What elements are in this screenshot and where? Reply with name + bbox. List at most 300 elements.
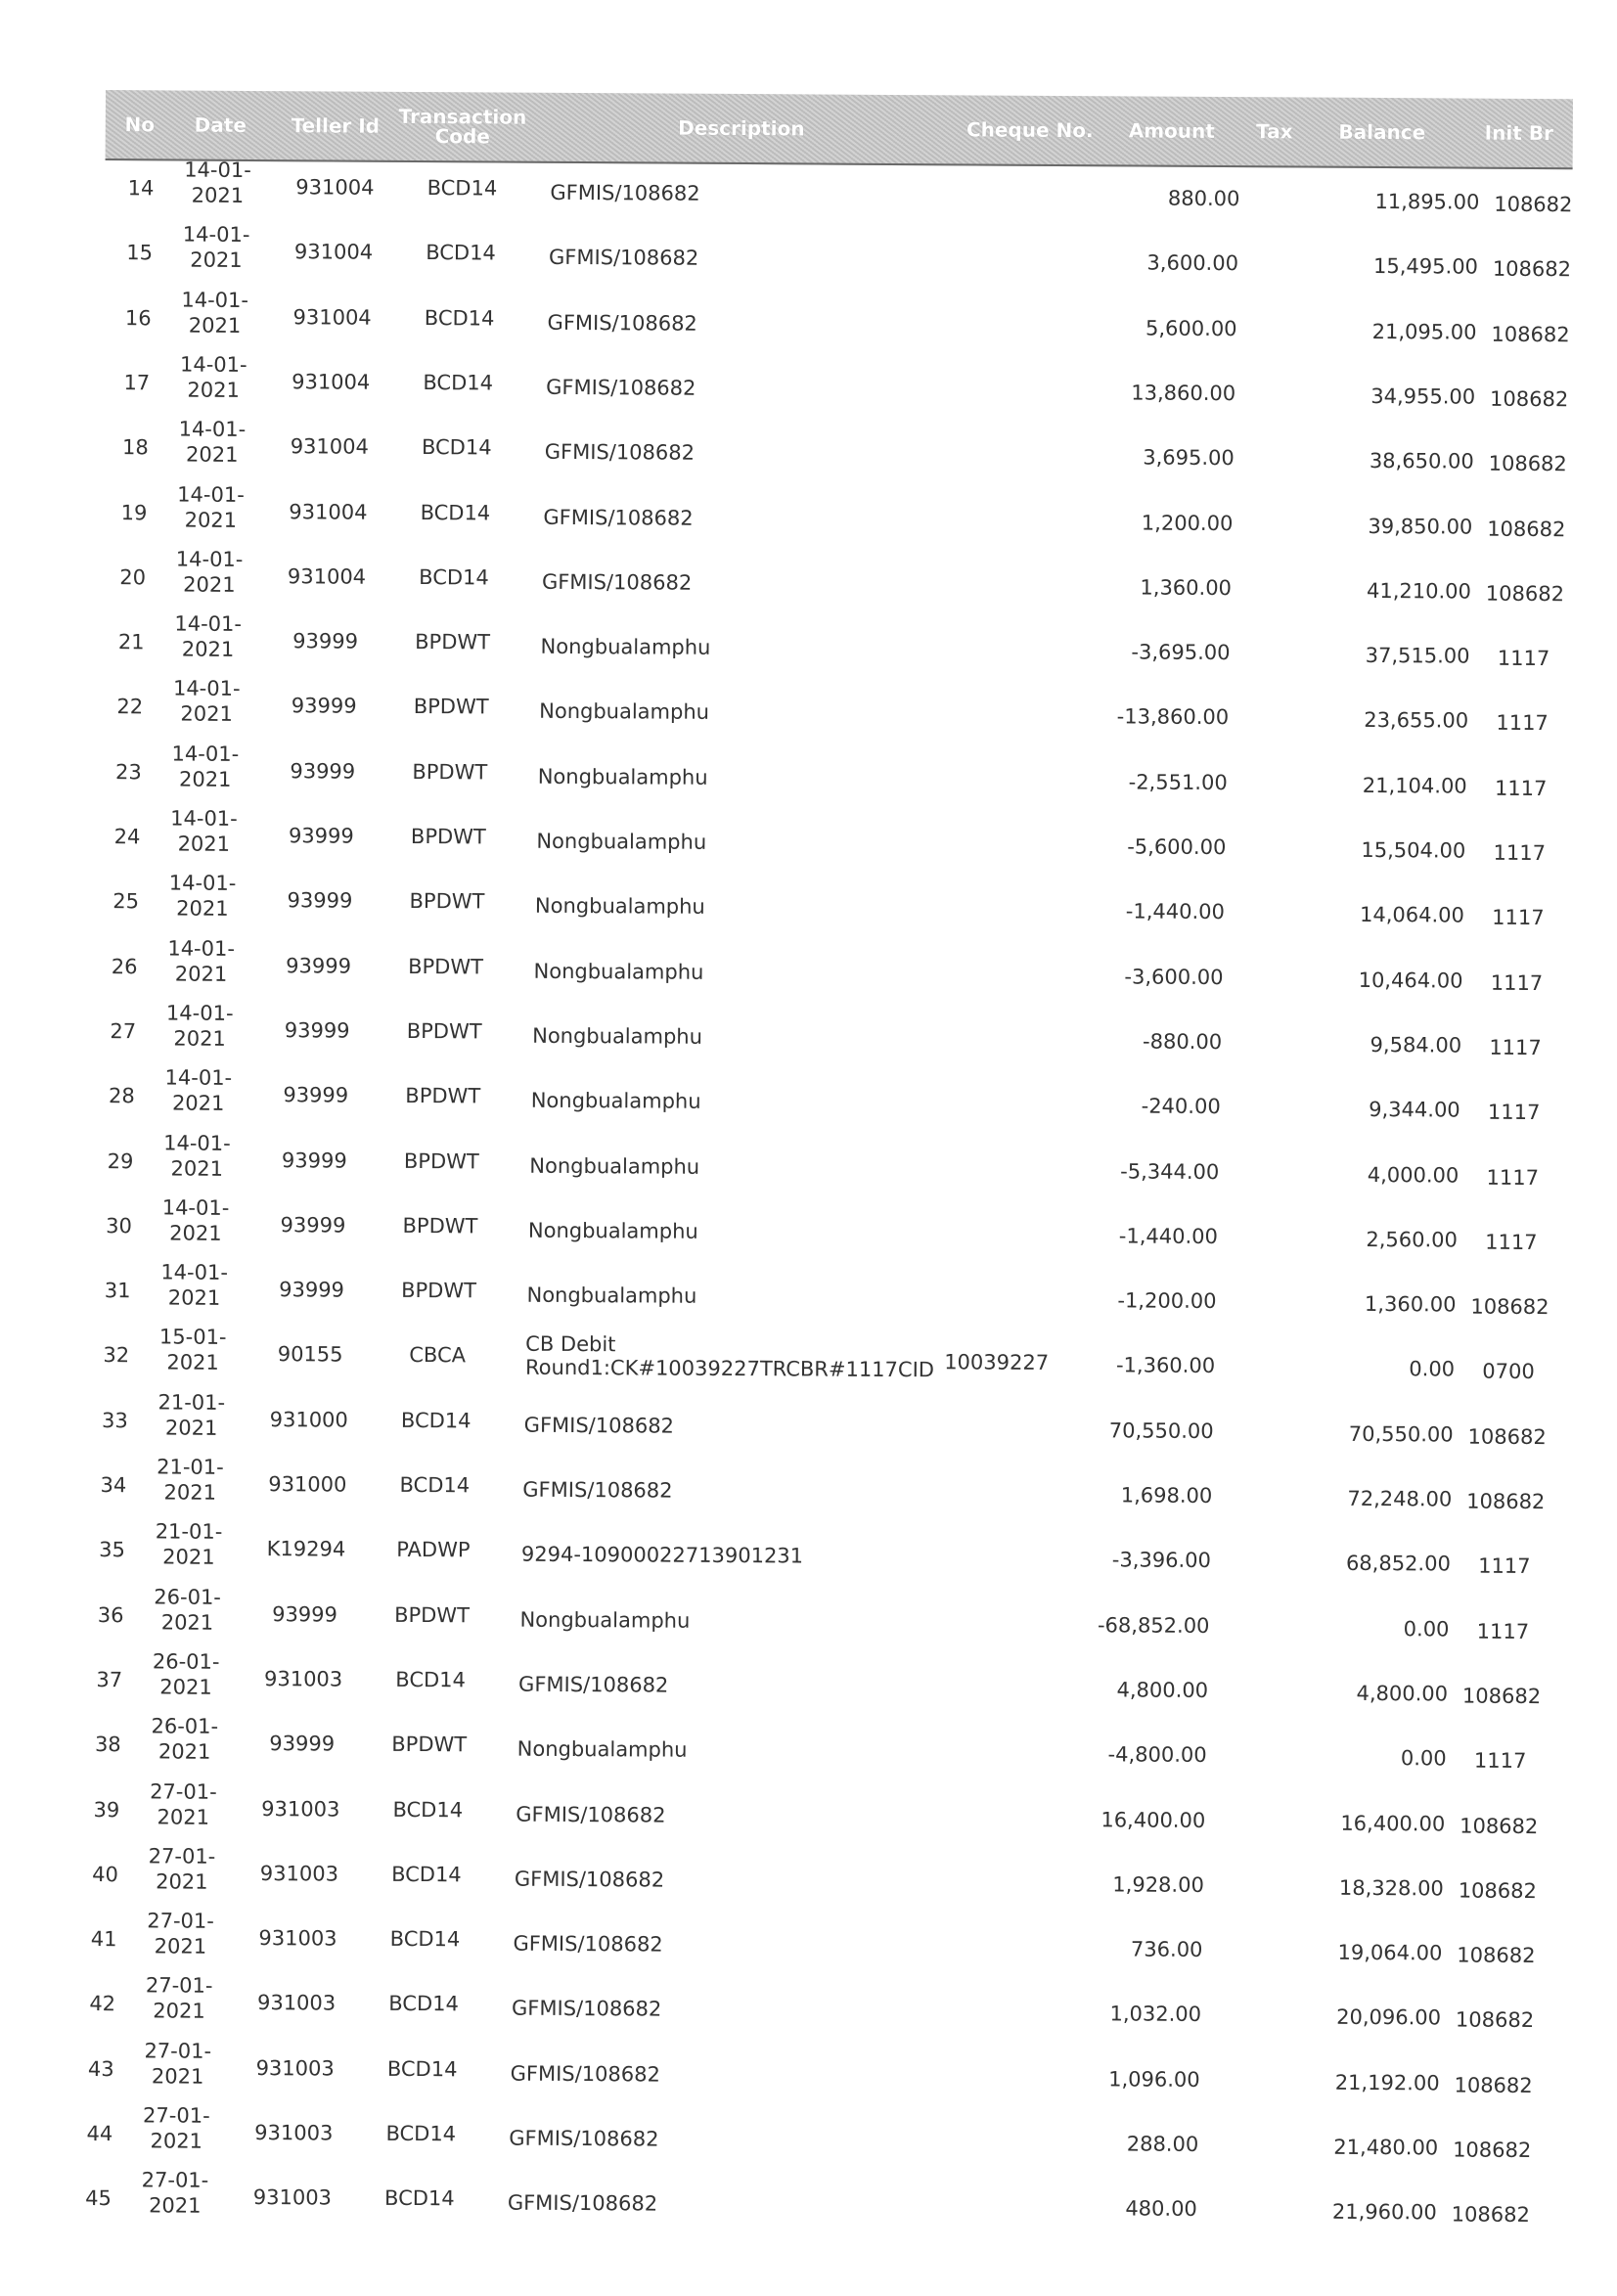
row-date: 14-01- 2021 (153, 1130, 241, 1182)
row-transaction-code: BPDWT (396, 760, 504, 785)
row-date: 14-01- 2021 (150, 1259, 238, 1311)
row-teller-id: 931000 (255, 1408, 363, 1432)
row-init-br: 1117 (1454, 1619, 1551, 1643)
row-init-br: 108682 (1479, 452, 1577, 476)
row-amount: 16,400.00 (1049, 1807, 1205, 1831)
row-balance: 11,895.00 (1318, 190, 1479, 214)
row-number: 20 (97, 565, 146, 589)
row-description: Nongbualamphu (541, 635, 1030, 661)
row-balance: 0.00 (1287, 1616, 1449, 1641)
row-init-br: 1117 (1462, 1230, 1560, 1254)
table-row (100, 416, 1567, 489)
row-date: 26-01- 2021 (143, 1584, 231, 1636)
row-teller-id: 931003 (247, 1796, 354, 1821)
row-transaction-code: BPDWT (393, 889, 501, 914)
row-init-br: 1117 (1469, 906, 1567, 930)
row-teller-id: 93999 (270, 694, 378, 718)
row-init-br: 1117 (1452, 1749, 1550, 1774)
row-amount: -880.00 (1065, 1029, 1222, 1054)
row-description: GFMIS/108682 (522, 1478, 1011, 1505)
table-row (101, 351, 1568, 425)
header-no: No (106, 90, 174, 158)
row-date: 27-01- 2021 (134, 2038, 222, 2090)
row-teller-id: 93999 (272, 629, 380, 653)
table-row (80, 1324, 1548, 1397)
row-date: 21-01- 2021 (148, 1389, 236, 1441)
row-date: 27-01- 2021 (139, 1778, 227, 1830)
table-row (65, 2038, 1532, 2111)
row-teller-id: 931003 (246, 1862, 353, 1886)
table-row (69, 1843, 1537, 1916)
row-transaction-code: BPDWT (392, 954, 500, 978)
table-row (87, 1000, 1554, 1073)
row-amount: -13,860.00 (1072, 704, 1229, 729)
row-date: 14-01- 2021 (156, 1000, 244, 1052)
row-balance: 21,095.00 (1315, 319, 1476, 343)
row-amount: 4,800.00 (1052, 1678, 1208, 1702)
row-init-br: 108682 (1457, 1490, 1554, 1514)
row-description: GFMIS/108682 (524, 1413, 1013, 1439)
row-number: 45 (63, 2186, 112, 2210)
row-number: 29 (84, 1148, 133, 1172)
table-row (72, 1713, 1540, 1786)
row-transaction-code: BPDWT (399, 630, 507, 654)
row-init-br: 1117 (1472, 776, 1570, 800)
row-description: GFMIS/108682 (545, 440, 1034, 467)
row-number: 15 (104, 241, 153, 264)
row-number: 26 (89, 955, 138, 978)
row-transaction-code: BPDWT (389, 1084, 497, 1108)
row-amount: -4,800.00 (1051, 1742, 1207, 1767)
header-amount: Amount (1113, 96, 1231, 165)
row-teller-id: 931004 (279, 305, 386, 330)
table-row (97, 546, 1564, 619)
table-row (91, 805, 1558, 878)
table-row (63, 2167, 1530, 2240)
row-balance: 21,104.00 (1306, 773, 1467, 797)
row-date: 21-01- 2021 (145, 1519, 233, 1571)
row-balance: 68,852.00 (1289, 1552, 1451, 1576)
row-init-br: 1117 (1456, 1554, 1553, 1579)
row-teller-id: 931003 (242, 2056, 349, 2081)
row-number: 23 (93, 760, 142, 784)
row-description: Nongbualamphu (532, 1024, 1021, 1051)
row-number: 39 (70, 1797, 119, 1821)
row-teller-id: 93999 (250, 1602, 358, 1627)
row-transaction-code: BCD14 (373, 1863, 480, 1887)
row-balance: 21,192.00 (1279, 2070, 1440, 2094)
row-number: 25 (90, 889, 139, 913)
table-row (83, 1194, 1550, 1268)
row-init-br: 1117 (1466, 1035, 1564, 1059)
row-date: 14-01- 2021 (152, 1194, 240, 1246)
row-init-br: 108682 (1445, 2073, 1543, 2097)
row-date: 14-01- 2021 (158, 871, 247, 923)
row-description: Nongbualamphu (519, 1607, 1009, 1634)
row-amount: 5,600.00 (1081, 316, 1237, 340)
row-amount: 1,096.00 (1044, 2067, 1200, 2092)
row-number: 43 (66, 2057, 114, 2081)
row-transaction-code: BPDWT (378, 1602, 485, 1627)
row-description: GFMIS/108682 (508, 2191, 997, 2218)
table-row (93, 741, 1560, 814)
row-date: 27-01- 2021 (138, 1843, 226, 1895)
table-row (88, 935, 1555, 1009)
row-date: 27-01- 2021 (131, 2168, 219, 2220)
row-balance: 21,960.00 (1276, 2200, 1437, 2225)
row-teller-id: 90155 (256, 1342, 364, 1367)
row-date: 14-01- 2021 (161, 741, 249, 792)
row-date: 14-01- 2021 (171, 287, 259, 338)
row-transaction-code: BCD14 (369, 2056, 476, 2081)
row-teller-id: 931004 (273, 564, 381, 589)
row-init-br: 108682 (1480, 387, 1578, 412)
row-balance: 21,480.00 (1277, 2135, 1438, 2159)
row-balance: 9,344.00 (1299, 1098, 1460, 1122)
row-balance: 2,560.00 (1296, 1227, 1458, 1251)
header-cheque-no: Cheque No. (966, 95, 1094, 164)
row-teller-id: 93999 (266, 888, 374, 913)
row-teller-id: 931004 (281, 175, 388, 200)
row-number: 36 (74, 1602, 123, 1626)
row-init-br: 1117 (1470, 841, 1568, 866)
row-init-br: 108682 (1481, 322, 1579, 346)
row-init-br: 108682 (1459, 1424, 1556, 1449)
row-amount: 13,860.00 (1079, 381, 1235, 405)
row-amount: -1,200.00 (1059, 1288, 1216, 1313)
table-row (79, 1389, 1547, 1463)
row-number: 14 (105, 176, 154, 200)
row-balance: 38,650.00 (1313, 449, 1474, 473)
row-transaction-code: BCD14 (406, 306, 514, 331)
row-amount: 1,200.00 (1076, 511, 1233, 535)
row-description: GFMIS/108682 (549, 246, 1038, 272)
row-description: GFMIS/108682 (511, 2061, 1000, 2088)
row-amount: -5,600.00 (1069, 834, 1226, 859)
row-teller-id: 931004 (276, 434, 383, 459)
table-row (98, 481, 1565, 555)
row-teller-id: 931003 (243, 1991, 350, 2015)
row-teller-id: 93999 (259, 1213, 367, 1238)
row-number: 24 (91, 825, 140, 848)
table-row (86, 1064, 1553, 1138)
row-transaction-code: BPDWT (394, 825, 502, 849)
row-transaction-code: BCD14 (371, 1927, 478, 1952)
row-date: 27-01- 2021 (132, 2102, 220, 2154)
row-teller-id: 93999 (265, 954, 373, 978)
row-balance: 14,064.00 (1303, 903, 1464, 927)
header-balance: Balance (1319, 98, 1446, 167)
row-number: 28 (86, 1084, 135, 1107)
row-init-br: 108682 (1446, 2008, 1544, 2033)
row-transaction-code: BCD14 (403, 435, 511, 460)
row-description: GFMIS/108682 (546, 376, 1035, 402)
row-amount: -1,440.00 (1068, 899, 1225, 923)
row-amount: -5,344.00 (1062, 1159, 1219, 1184)
row-init-br: 108682 (1443, 2138, 1541, 2162)
row-transaction-code: BPDWT (386, 1214, 494, 1238)
row-description: GFMIS/108682 (518, 1673, 1008, 1699)
row-number: 42 (67, 1992, 115, 2015)
row-transaction-code: BCD14 (408, 176, 516, 201)
row-date: 14-01- 2021 (168, 417, 256, 469)
row-teller-id: 931003 (240, 2121, 347, 2145)
row-init-br: 108682 (1476, 581, 1574, 606)
row-teller-id: 93999 (260, 1148, 368, 1173)
row-transaction-code: BPDWT (397, 695, 505, 719)
row-number: 34 (77, 1473, 126, 1497)
row-transaction-code: BCD14 (377, 1668, 484, 1692)
header-date: Date (174, 90, 267, 159)
row-transaction-code: BCD14 (366, 2186, 473, 2211)
row-transaction-code: PADWP (380, 1538, 487, 1562)
row-number: 27 (87, 1019, 136, 1043)
row-date: 14-01- 2021 (163, 611, 251, 663)
row-balance: 0.00 (1293, 1357, 1455, 1381)
row-number: 37 (73, 1668, 122, 1691)
row-description: GFMIS/108682 (509, 2127, 998, 2153)
row-date: 14-01- 2021 (166, 481, 254, 533)
table-row (104, 221, 1571, 294)
row-amount: 3,600.00 (1082, 250, 1238, 275)
row-teller-id: 93999 (248, 1732, 356, 1756)
row-balance: 4,000.00 (1297, 1162, 1459, 1187)
row-amount: 3,695.00 (1078, 445, 1235, 470)
row-number: 35 (76, 1538, 125, 1561)
row-date: 14-01- 2021 (165, 546, 253, 598)
row-amount: 1,360.00 (1075, 575, 1232, 600)
row-date: 26-01- 2021 (142, 1648, 230, 1700)
row-balance: 18,328.00 (1282, 1875, 1444, 1900)
row-amount: -3,600.00 (1066, 965, 1223, 989)
row-number: 40 (69, 1863, 118, 1886)
row-teller-id: 93999 (263, 1018, 371, 1043)
row-description: Nongbualamphu (529, 1153, 1018, 1180)
row-description: Nongbualamphu (531, 1089, 1020, 1115)
row-transaction-code: BCD14 (374, 1797, 481, 1822)
row-amount: -1,360.00 (1058, 1353, 1215, 1377)
row-transaction-code: BPDWT (376, 1733, 483, 1757)
row-teller-id: 93999 (257, 1278, 365, 1302)
table-row (76, 1518, 1544, 1592)
row-amount: 880.00 (1083, 186, 1239, 210)
row-date: 27-01- 2021 (136, 1908, 224, 1959)
row-teller-id: 931004 (280, 240, 387, 264)
row-balance: 41,210.00 (1310, 578, 1471, 603)
row-number: 31 (81, 1279, 130, 1302)
row-number: 44 (64, 2122, 112, 2145)
row-description: GFMIS/108682 (512, 1997, 1001, 2023)
row-balance: 20,096.00 (1280, 2005, 1441, 2030)
header-init-br: Init Br (1465, 99, 1573, 168)
row-teller-id: 931000 (253, 1472, 361, 1497)
row-init-br: 108682 (1460, 1295, 1558, 1320)
row-balance: 1,360.00 (1294, 1292, 1456, 1317)
row-number: 21 (96, 630, 145, 653)
row-date: 15-01- 2021 (149, 1325, 237, 1376)
row-balance: 16,400.00 (1283, 1811, 1445, 1835)
row-transaction-code: BCD14 (400, 565, 508, 590)
row-amount: -68,852.00 (1053, 1613, 1209, 1638)
table-row (81, 1259, 1549, 1332)
row-init-br: 108682 (1453, 1684, 1550, 1708)
row-number: 41 (67, 1927, 116, 1951)
row-date: 14-01- 2021 (173, 157, 261, 208)
row-teller-id: 931004 (277, 370, 384, 394)
row-description: GFMIS/108682 (516, 1802, 1005, 1828)
row-balance: 37,515.00 (1308, 644, 1469, 668)
row-transaction-code: BCD14 (404, 371, 512, 395)
table-row (77, 1454, 1545, 1527)
row-init-br: 108682 (1442, 2203, 1540, 2228)
table-row (64, 2102, 1531, 2176)
row-date: 14-01- 2021 (159, 805, 247, 857)
row-init-br: 1117 (1473, 711, 1571, 736)
row-cheque-no: 10039227 (941, 1351, 1049, 1375)
row-transaction-code: BCD14 (381, 1473, 488, 1498)
row-description: GFMIS/108682 (542, 570, 1031, 597)
row-description: Nongbualamphu (535, 894, 1024, 921)
row-number: 33 (79, 1409, 128, 1432)
header-tax: Tax (1245, 97, 1304, 165)
row-transaction-code: BCD14 (370, 1992, 477, 2016)
row-amount: -2,551.00 (1071, 770, 1228, 794)
header-teller-id: Teller Id (277, 91, 394, 160)
row-date: 21-01- 2021 (146, 1454, 234, 1506)
row-balance: 19,064.00 (1280, 1941, 1442, 1965)
row-balance: 10,464.00 (1301, 968, 1462, 992)
row-description: GFMIS/108682 (515, 1867, 1004, 1893)
row-description: Nongbualamphu (533, 959, 1022, 985)
row-teller-id: 931003 (239, 2185, 346, 2210)
row-balance: 15,495.00 (1317, 254, 1478, 279)
table-row (95, 610, 1562, 684)
header-transaction-code: Transaction Code (399, 92, 526, 161)
row-amount: 70,550.00 (1057, 1418, 1214, 1443)
row-init-br: 1117 (1463, 1165, 1561, 1190)
row-number: 22 (94, 695, 143, 718)
row-init-br: 108682 (1447, 1944, 1545, 1968)
row-transaction-code: BPDWT (387, 1148, 495, 1173)
row-teller-id: K19294 (252, 1537, 360, 1561)
row-balance: 0.00 (1285, 1746, 1447, 1771)
row-amount: 288.00 (1042, 2132, 1198, 2156)
row-number: 16 (103, 306, 152, 330)
row-amount: -3,695.00 (1073, 640, 1230, 664)
row-number: 38 (72, 1733, 121, 1756)
row-date: 14-01- 2021 (157, 935, 245, 987)
row-init-br: 0700 (1460, 1360, 1557, 1384)
row-init-br: 108682 (1449, 1878, 1547, 1903)
row-teller-id: 931003 (244, 1926, 351, 1951)
row-init-br: 1117 (1467, 970, 1565, 995)
table-row (74, 1583, 1542, 1656)
row-balance: 39,850.00 (1311, 514, 1472, 538)
row-balance: 4,800.00 (1286, 1681, 1448, 1705)
row-amount: 480.00 (1041, 2196, 1197, 2221)
row-balance: 72,248.00 (1290, 1486, 1452, 1510)
row-balance: 34,955.00 (1314, 383, 1475, 408)
row-date: 26-01- 2021 (141, 1713, 229, 1765)
row-description: Nongbualamphu (526, 1283, 1015, 1310)
table-body (1, 0, 1617, 9)
row-description: GFMIS/108682 (550, 181, 1039, 207)
table-row (70, 1778, 1538, 1851)
table-row (67, 1972, 1534, 2046)
table-row (94, 675, 1561, 748)
row-number: 17 (101, 371, 150, 394)
row-description: Nongbualamphu (539, 699, 1028, 726)
row-transaction-code: CBCA (383, 1343, 491, 1368)
row-init-br: 108682 (1450, 1814, 1548, 1838)
row-transaction-code: BCD14 (367, 2122, 474, 2146)
header-description: Description (595, 93, 888, 163)
row-balance: 70,550.00 (1292, 1421, 1454, 1446)
row-amount: -240.00 (1064, 1094, 1221, 1118)
row-transaction-code: BPDWT (390, 1019, 498, 1044)
row-amount: 1,928.00 (1048, 1872, 1204, 1897)
row-description: Nongbualamphu (538, 764, 1027, 790)
row-description: Nongbualamphu (536, 830, 1025, 856)
row-number: 19 (98, 501, 147, 524)
table-row (102, 287, 1569, 360)
row-amount: -1,440.00 (1061, 1224, 1218, 1248)
row-transaction-code: BCD14 (382, 1408, 490, 1432)
row-date: 14-01- 2021 (169, 351, 257, 403)
row-date: 14-01- 2021 (172, 222, 260, 274)
row-description: 9294-10900022713901231 (521, 1543, 1011, 1569)
row-init-br: 108682 (1483, 257, 1581, 282)
row-amount: 1,698.00 (1056, 1483, 1212, 1508)
row-date: 14-01- 2021 (162, 676, 250, 728)
table-row (84, 1129, 1551, 1202)
row-description: GFMIS/108682 (543, 505, 1032, 531)
row-number: 18 (100, 435, 149, 459)
row-amount: 1,032.00 (1045, 2002, 1201, 2026)
table-row (67, 1908, 1535, 1981)
row-init-br: 1117 (1465, 1101, 1563, 1125)
row-teller-id: 931003 (249, 1667, 357, 1691)
row-amount: 736.00 (1046, 1937, 1202, 1961)
row-transaction-code: BCD14 (407, 241, 515, 265)
row-description: Nongbualamphu (528, 1219, 1017, 1245)
row-balance: 15,504.00 (1304, 838, 1465, 863)
row-init-br: 108682 (1477, 517, 1575, 541)
table-row (105, 157, 1572, 230)
row-balance: 9,584.00 (1300, 1032, 1461, 1057)
row-number: 32 (80, 1343, 129, 1367)
table-row (73, 1648, 1541, 1722)
row-description: CB Debit Round1:CK#10039227TRCBR#1117CID (525, 1332, 936, 1382)
row-description: GFMIS/108682 (513, 1932, 1002, 1958)
row-teller-id: 931004 (274, 500, 382, 524)
row-description: Nongbualamphu (517, 1737, 1007, 1764)
row-init-br: 108682 (1484, 193, 1582, 217)
row-number: 30 (83, 1214, 132, 1238)
row-teller-id: 93999 (269, 759, 377, 784)
row-init-br: 1117 (1474, 647, 1572, 671)
row-description: GFMIS/108682 (548, 310, 1037, 337)
row-transaction-code: BPDWT (384, 1279, 492, 1303)
row-date: 14-01- 2021 (155, 1065, 243, 1117)
row-amount: -3,396.00 (1055, 1548, 1211, 1572)
row-teller-id: 93999 (267, 824, 375, 848)
row-date: 27-01- 2021 (135, 1973, 223, 2025)
row-transaction-code: BCD14 (401, 500, 509, 524)
row-teller-id: 93999 (262, 1083, 370, 1107)
row-balance: 23,655.00 (1307, 708, 1468, 733)
table-row (90, 870, 1557, 943)
